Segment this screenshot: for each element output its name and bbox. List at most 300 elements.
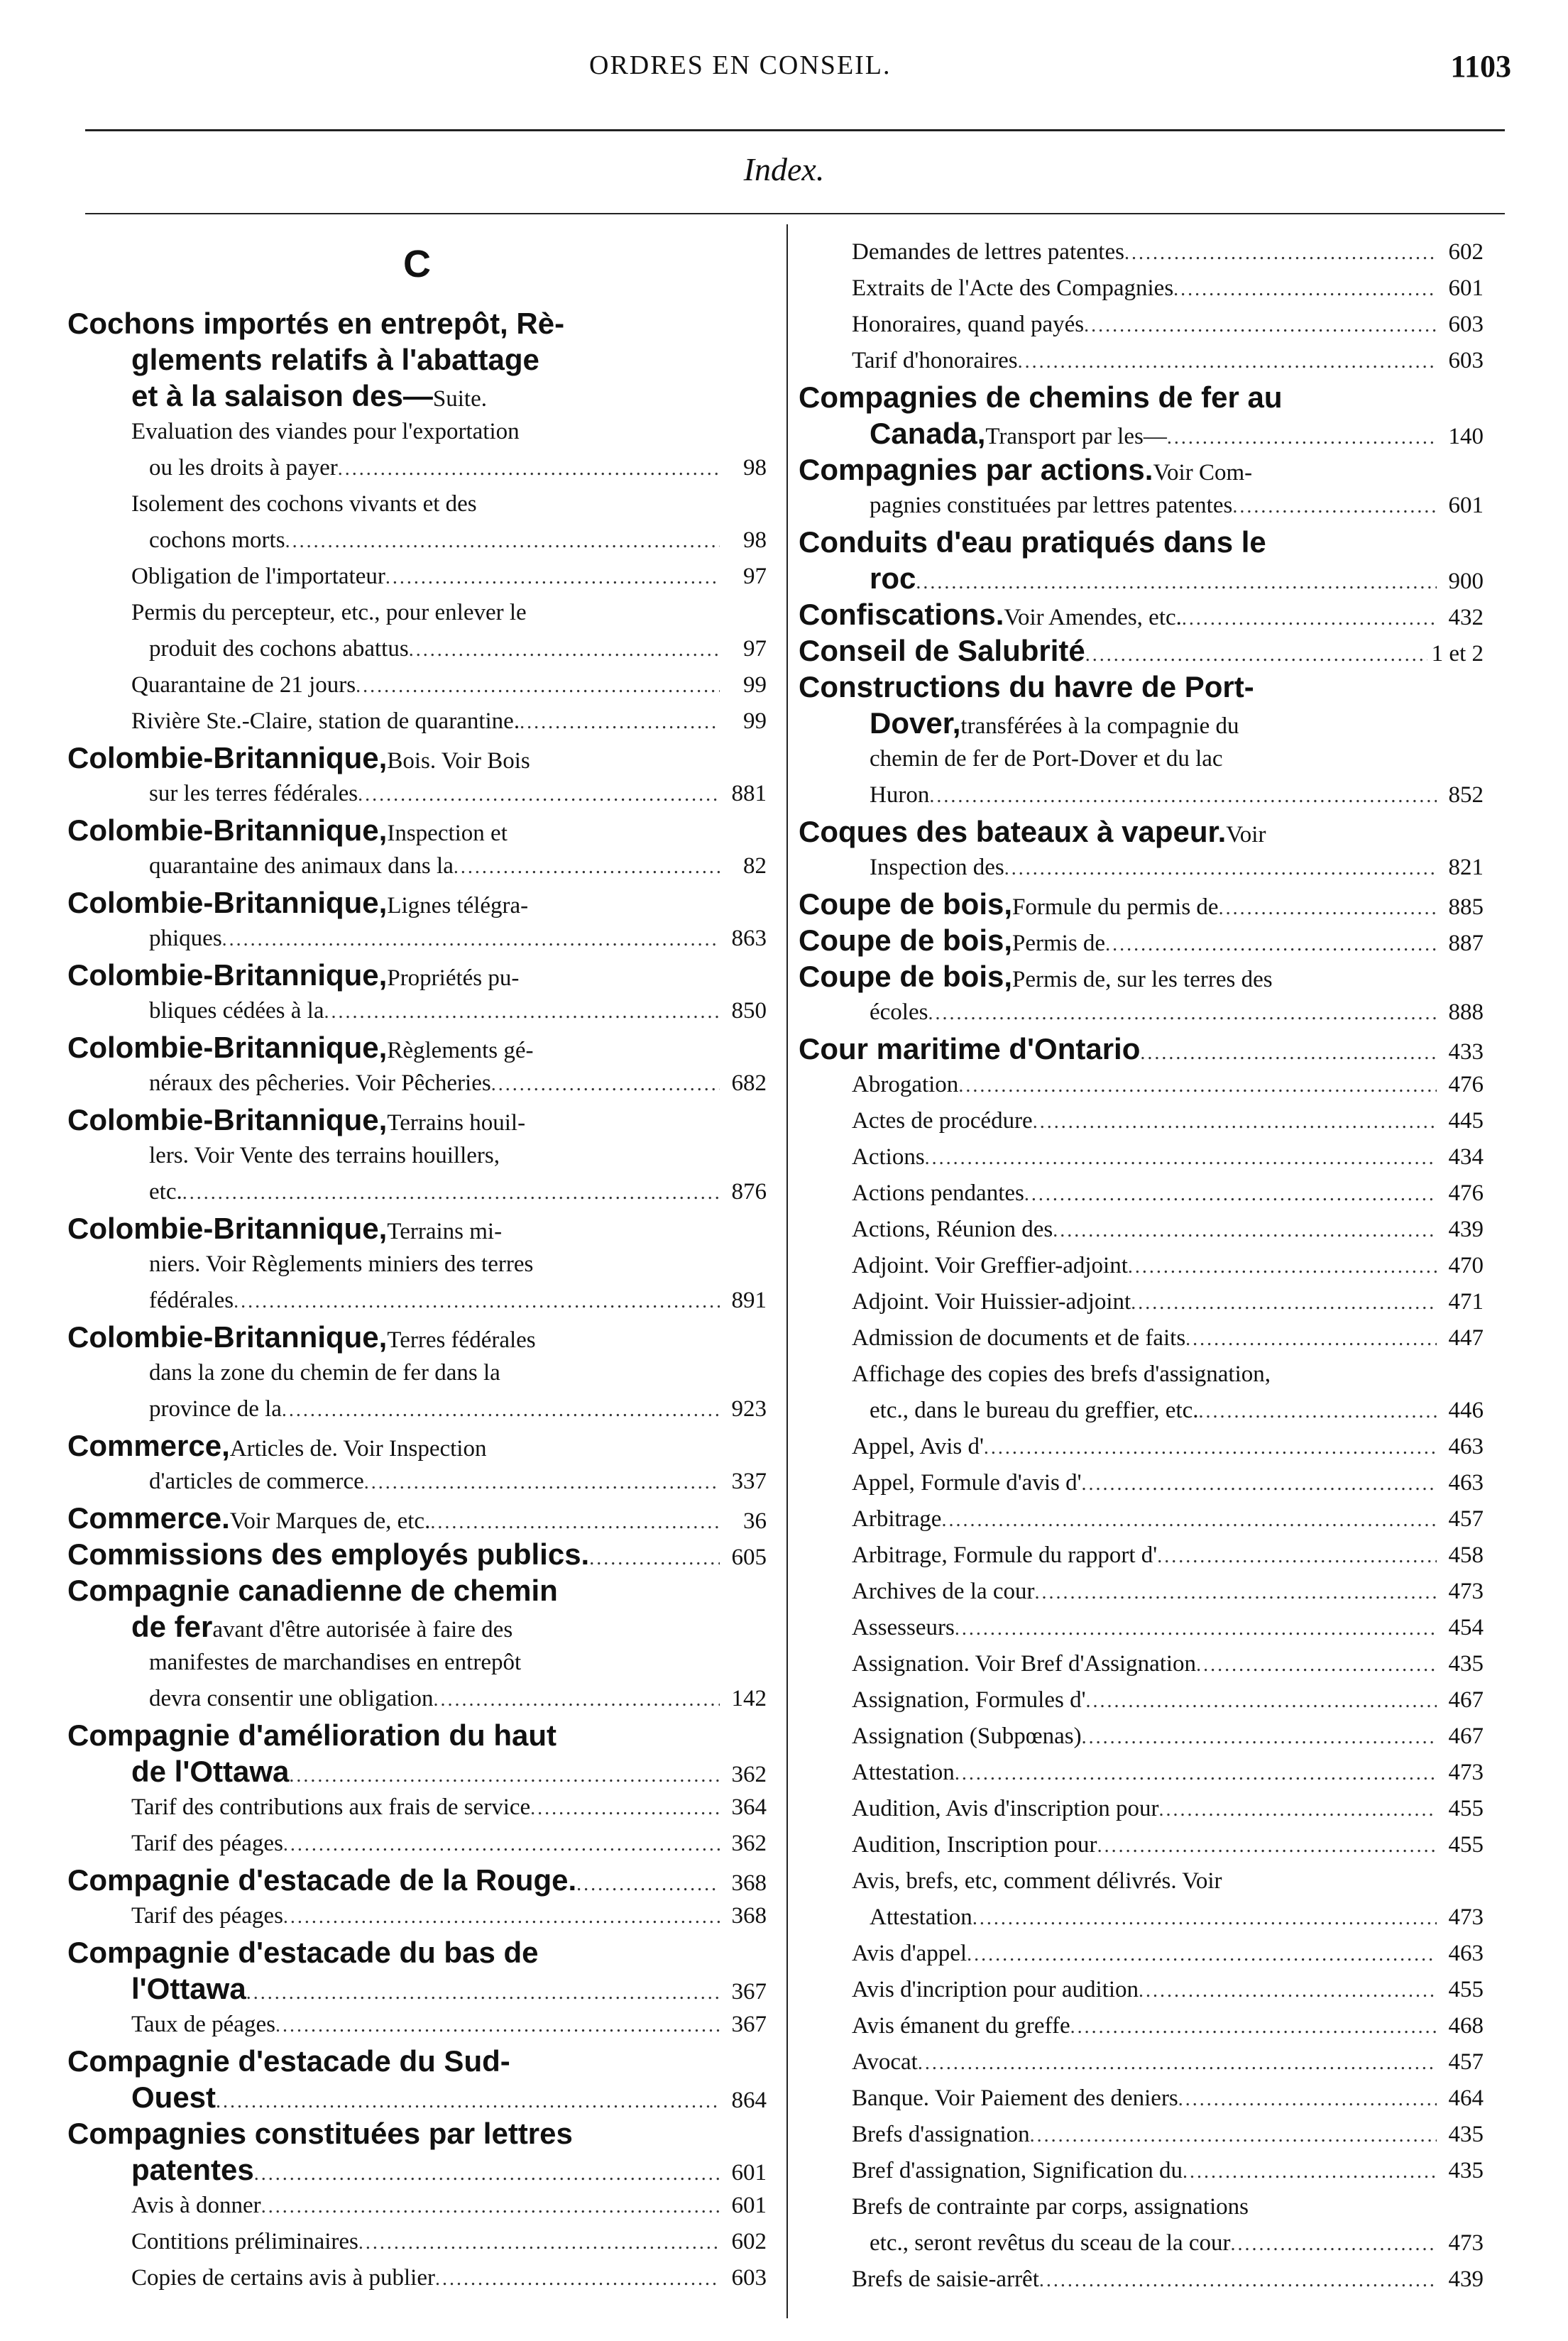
index-entry [799,1429,1484,1465]
entry-text: produit des cochons abattus [149,636,409,662]
page-ref: 439 [1448,2266,1484,2292]
page-ref: 362 [731,1831,767,1856]
entry-text: glements relatifs à l'abattage [131,343,539,376]
dot-leader [1173,271,1437,307]
dot-leader [1183,2154,1437,2189]
entry-text: Inspection des [870,855,1004,880]
page-ref: 900 [1448,569,1484,594]
index-entry [67,740,767,776]
page-ref: 603 [731,2265,767,2291]
dot-leader [1105,926,1437,958]
index-entry [799,2153,1484,2189]
entry-text: Dover, [870,706,961,740]
entry-text: Archives de la cour [852,1579,1035,1604]
page-ref: 97 [743,564,767,589]
index-entry [799,1718,1484,1755]
index-entry [67,631,767,667]
entry-text: Tarif des péages [131,1903,283,1929]
entry-tail: Formule du permis de [1012,894,1219,920]
entry-text: devra consentir une obligation [149,1686,434,1711]
page-ref: 435 [1448,2158,1484,2183]
entry-text: Cour maritime d'Ontario [799,1032,1141,1065]
entry-text: Assignation, Formules d' [852,1687,1086,1713]
entry-text: Extraits de l'Acte des Compagnies [852,275,1174,301]
dot-leader [1159,1792,1437,1827]
entry-text: Copies de certains avis à publier [131,2265,435,2291]
entry-text: Assignation (Subpœnas) [852,1723,1082,1749]
left-column [67,234,767,2296]
entry-text: Coupe de bois, [799,887,1013,921]
index-entry [799,2044,1484,2080]
entry-text: Brefs de contrainte par corps, assignations [852,2194,1249,2220]
dot-leader [1024,1176,1437,1212]
page-ref: 601 [1448,493,1484,518]
index-rule [85,213,1505,214]
entry-text: Assignation. Voir Bref d'Assignation [852,1651,1197,1677]
dot-leader [289,1758,720,1789]
index-entry [67,1970,767,2007]
dot-leader [1231,2226,1437,2261]
running-title: ORDRES EN CONSEIL. [589,50,892,80]
page-ref: 435 [1448,1651,1484,1677]
index-entry [799,1755,1484,1791]
entry-text: manifestes de marchandises en entrepôt [149,1650,522,1675]
entry-tail: Terrains mi- [387,1219,503,1244]
index-entry [799,415,1484,451]
page-ref: 821 [1448,855,1484,880]
page-ref: 888 [1448,999,1484,1025]
entry-text: etc., seront revêtus du sceau de la cour [870,2230,1231,2256]
entry-tail: Suite. [432,386,487,412]
index-entry [799,777,1484,813]
entry-text: Canada, [870,417,986,450]
page-ref: 876 [731,1179,767,1205]
index-entry [799,669,1484,705]
page-ref: 601 [731,2193,767,2218]
index-entry [799,1537,1484,1574]
entry-text: Honoraires, quand payés [852,312,1085,337]
page-ref: 891 [731,1288,767,1313]
index-entry [67,1174,767,1210]
page-ref: 445 [1448,1108,1484,1134]
entry-text: Avis, brefs, etc, comment délivrés. Voir [852,1868,1222,1894]
index-entry [799,343,1484,379]
entry-text: Colombie-Britannique, [67,741,388,774]
index-entry [67,1645,767,1681]
entry-text: Avis d'incription pour audition [852,1977,1139,2002]
entry-text: etc. [149,1179,182,1205]
page-ref: 467 [1448,1723,1484,1749]
entry-text: fédérales [149,1288,234,1313]
dot-leader [1097,1828,1437,1863]
entry-text: Compagnie canadienne de chemin [67,1574,558,1607]
index-entry [799,488,1484,524]
page-ref: 850 [731,998,767,1024]
index-entry [799,596,1484,632]
page-ref: 446 [1448,1398,1484,1423]
index-entry [799,451,1484,488]
entry-text: Coupe de bois, [799,923,1013,957]
entry-tail: Permis de, sur les terres des [1012,967,1273,992]
index-entry [799,2189,1484,2225]
dot-leader [589,1540,720,1572]
entry-text: Avis d'appel [852,1941,967,1966]
entry-text: sur les terres fédérales [149,781,358,806]
entry-text: Ouest [131,2080,216,2114]
dot-leader [254,2156,720,2188]
index-entry [67,2007,767,2043]
entry-tail: Règlements gé- [387,1038,534,1063]
index-entry [799,270,1484,307]
index-entry [799,234,1484,270]
page-ref: 97 [743,636,767,662]
index-entry [799,379,1484,415]
index-entry [799,850,1484,886]
dot-leader [916,564,1437,596]
index-entry [799,886,1484,922]
index-entry [67,1826,767,1862]
entry-text: bliques cédées à la [149,998,324,1024]
page-ref: 473 [1448,2230,1484,2256]
index-entry [799,922,1484,958]
index-entry [799,1827,1484,1863]
dot-leader [1086,1683,1437,1718]
entry-text: Tarif d'honoraires [852,348,1018,373]
index-entry [799,1356,1484,1393]
page-ref: 454 [1448,1615,1484,1640]
index-entry [799,1501,1484,1537]
page-ref: 368 [731,1903,767,1929]
index-entry [67,848,767,884]
page-ref: 367 [731,2012,767,2037]
entry-text: Colombie-Britannique, [67,886,388,919]
entry-text: Colombie-Britannique, [67,1212,388,1245]
index-entry [67,2260,767,2296]
index-entry [799,1574,1484,1610]
index-entry [799,524,1484,560]
dot-leader [282,1392,720,1427]
index-entry [67,522,767,559]
dot-leader [1232,488,1437,524]
entry-text: Rivière Ste.-Claire, station de quarantine. [131,708,520,734]
dot-leader [1085,637,1427,669]
entry-text: Brefs d'assignation [852,2122,1030,2147]
dot-leader [222,921,720,957]
index-entry [799,1646,1484,1682]
page-ref: 457 [1448,2049,1484,2075]
index-entry [67,559,767,595]
dot-leader [1128,1249,1437,1284]
dot-leader [385,559,720,595]
page-ref: 852 [1448,782,1484,808]
entry-text: Compagnie d'estacade du Sud- [67,2044,510,2078]
index-entry [67,1862,767,1898]
index-entry [67,1319,767,1355]
dot-leader [1185,1321,1437,1356]
dot-leader [1082,1719,1437,1755]
dot-leader [182,1175,720,1210]
page-ref: 863 [731,926,767,951]
entry-tail: Inspection et [387,821,508,846]
index-entry [67,812,767,848]
entry-tail: Voir Marques de, etc. [229,1508,431,1534]
index-entry [67,1246,767,1283]
entry-text: niers. Voir Règlements miniers des terres [149,1251,534,1277]
dot-leader [1030,2117,1437,2153]
index-entry [67,1102,767,1138]
page-ref: 98 [743,455,767,481]
entry-text: Tarif des péages [131,1831,283,1856]
entry-text: phiques [149,926,222,951]
dot-leader [409,632,720,667]
dot-leader [430,1504,720,1536]
dot-leader [216,2083,720,2115]
index-entry [67,1681,767,1717]
index-entry [67,414,767,450]
entry-tail: Articles de. Voir Inspection [229,1436,487,1462]
dot-leader [1182,601,1437,632]
page-ref: 602 [731,2229,767,2254]
page-ref: 435 [1448,2122,1484,2147]
page-ref: 99 [743,672,767,698]
dot-leader [1124,235,1437,270]
page-ref: 98 [743,527,767,553]
dot-leader [338,451,720,486]
index-entry [67,378,767,414]
index-entry [799,1465,1484,1501]
page-ref: 923 [731,1396,767,1422]
entry-text: Conduits d'eau pratiqués dans le [799,525,1266,559]
index-entry [67,1717,767,1753]
page-ref: 447 [1448,1325,1484,1351]
page-ref: 82 [743,853,767,879]
entry-text: Avis émanent du greffe [852,2013,1070,2039]
entry-text: Quarantaine de 21 jours [131,672,356,698]
header-rule [85,129,1505,131]
page-ref: 457 [1448,1506,1484,1532]
dot-leader [1082,1466,1437,1501]
entry-text: Actions pendantes [852,1180,1024,1206]
dot-leader [1157,1538,1437,1574]
dot-leader [955,1755,1437,1791]
entry-text: d'articles de commerce [149,1469,364,1494]
index-entry [67,776,767,812]
index-entry [67,486,767,522]
index-entry [67,1391,767,1427]
dot-leader [358,777,720,812]
entry-text: Appel, Formule d'avis d' [852,1470,1082,1496]
dot-leader [929,778,1437,813]
page-ref: 864 [731,2088,767,2113]
index-entry [67,450,767,486]
index-entry [799,1936,1484,1972]
dot-leader [454,849,720,884]
entry-text: Brefs de saisie-arrêt [852,2266,1039,2292]
page-ref: 433 [1448,1039,1484,1065]
page-ref: 602 [1448,239,1484,265]
entry-text: Conseil de Salubrité [799,634,1085,667]
entry-text: Assesseurs [852,1615,955,1640]
entry-text: Colombie-Britannique, [67,1320,388,1354]
entry-text: néraux des pêcheries. Voir Pêcheries [149,1070,491,1096]
index-entry [67,957,767,993]
page-ref: 364 [731,1794,767,1820]
page-ref: 601 [1448,275,1484,301]
index-entry [799,1791,1484,1827]
page-ref: 603 [1448,312,1484,337]
entry-text: Attestation [870,1904,972,1930]
entry-text: ou les droits à payer [149,455,338,481]
dot-leader [491,1066,720,1102]
entry-text: quarantaine des animaux dans la [149,853,454,879]
entry-tail: transférées à la compagnie du [960,713,1239,739]
index-entry [67,595,767,631]
page-ref: 473 [1448,1579,1484,1604]
entry-text: Huron [870,782,930,808]
page-ref: 471 [1448,1289,1484,1315]
dot-leader [1053,1212,1437,1248]
page-ref: 476 [1448,1072,1484,1097]
entry-text: Taux de péages [131,2012,275,2037]
entry-text: Compagnies par actions. [799,453,1153,486]
entry-tail: Bois. Voir Bois [387,748,530,774]
dot-leader [984,1430,1437,1465]
index-entry [799,958,1484,994]
entry-text: Arbitrage [852,1506,942,1532]
entry-text: Actions, Réunion des [852,1217,1053,1242]
index-entry [799,1212,1484,1248]
entry-text: roc [870,561,916,595]
entry-tail: Voir Amendes, etc. [1004,605,1182,630]
entry-text: pagnies constituées par lettres patentes [870,493,1233,518]
entry-text: lers. Voir Vente des terrains houillers, [149,1143,500,1168]
dot-leader [1167,420,1437,451]
page-ref: 605 [731,1545,767,1570]
dot-leader [433,1682,720,1717]
entry-text: Compagnie d'estacade de la Rouge. [67,1863,577,1897]
right-column [799,234,1484,2298]
entry-text: l'Ottawa [131,1972,246,2005]
entry-text: chemin de fer de Port-Dover et du lac [870,746,1223,772]
index-entry [799,1899,1484,1936]
entry-tail: Propriétés pu- [387,965,520,991]
index-entry [67,667,767,703]
index-entry [799,307,1484,343]
index-entry [67,1355,767,1391]
index-entry [67,1029,767,1065]
index-entry [67,1065,767,1102]
entry-text: Colombie-Britannique, [67,958,388,992]
entry-text: Isolement des cochons vivants et des [131,491,477,517]
entry-tail: Permis de [1012,931,1106,956]
index-entry [799,2261,1484,2298]
dot-leader [1219,890,1437,922]
index-entry [799,813,1484,850]
page-ref: 463 [1448,1470,1484,1496]
entry-text: Attestation [852,1760,955,1785]
page-ref: 455 [1448,1796,1484,1821]
entry-text: Arbitrage, Formule du rapport d' [852,1542,1158,1568]
index-entry [67,1898,767,1934]
index-entry [799,1067,1484,1103]
dot-leader [1034,1574,1437,1610]
index-entry [67,1283,767,1319]
index-entry [67,1427,767,1464]
dot-leader [1196,1647,1437,1682]
index-entry [67,2043,767,2079]
entry-text: Compagnie d'amélioration du haut [67,1718,557,1752]
entry-text: Audition, Avis d'inscription pour [852,1796,1159,1821]
dot-leader [1199,1393,1437,1429]
index-entry [67,1464,767,1500]
entry-text: cochons morts [149,527,285,553]
index-entry [67,1210,767,1246]
entry-text: Commerce. [67,1501,230,1535]
index-entry [67,1753,767,1789]
entry-text: Colombie-Britannique, [67,813,388,847]
entry-text: et à la salaison des— [131,379,433,412]
index-entry [67,305,767,341]
page-ref: 142 [731,1686,767,1711]
entry-text: Commissions des employés publics. [67,1537,590,1571]
entry-text: Avocat [852,2049,918,2075]
dot-leader [530,1790,720,1826]
dot-leader [283,1826,720,1862]
index-entry [799,2225,1484,2261]
entry-text: Banque. Voir Paiement des deniers [852,2085,1178,2111]
section-letter: C [403,243,431,285]
index-entry [799,1103,1484,1139]
dot-leader [925,1140,1437,1175]
index-entry [799,1031,1484,1067]
index-entry [67,921,767,957]
dot-leader [928,995,1437,1031]
dot-leader [918,2045,1437,2080]
page-ref: 473 [1448,1904,1484,1930]
entry-text: Evaluation des viandes pour l'exportation [131,419,520,444]
dot-leader [283,1899,720,1934]
page-ref: 439 [1448,1217,1484,1242]
dot-leader [1004,850,1437,886]
entry-text: Actions [852,1144,925,1170]
index-entry [799,1610,1484,1646]
page-ref: 1 et 2 [1431,641,1484,667]
entry-text: etc., dans le bureau du greffier, etc. [870,1398,1199,1423]
page-ref: 463 [1448,1941,1484,1966]
dot-leader [1039,2262,1437,2298]
entry-text: Actes de procédure [852,1108,1033,1134]
entry-tail: Lignes télégra- [387,893,529,919]
dot-leader [1033,1104,1437,1139]
dot-leader [435,2261,720,2296]
entry-text: Coques des bateaux à vapeur. [799,815,1227,848]
page-number: 1103 [1450,49,1511,84]
entry-tail: avant d'être autorisée à faire des [212,1617,513,1643]
dot-leader [1018,344,1437,379]
index-entry [67,2151,767,2188]
page-ref: 467 [1448,1687,1484,1713]
index-entry [799,1175,1484,1212]
entry-text: Abrogation [852,1072,959,1097]
page-ref: 434 [1448,1144,1484,1170]
entry-text: de l'Ottawa [131,1755,290,1788]
entry-text: Contitions préliminaires [131,2229,358,2254]
dot-leader [958,1068,1437,1103]
page-ref: 885 [1448,894,1484,920]
dot-leader [261,2188,720,2224]
index-entry [799,1972,1484,2008]
entry-text: Colombie-Britannique, [67,1103,388,1136]
